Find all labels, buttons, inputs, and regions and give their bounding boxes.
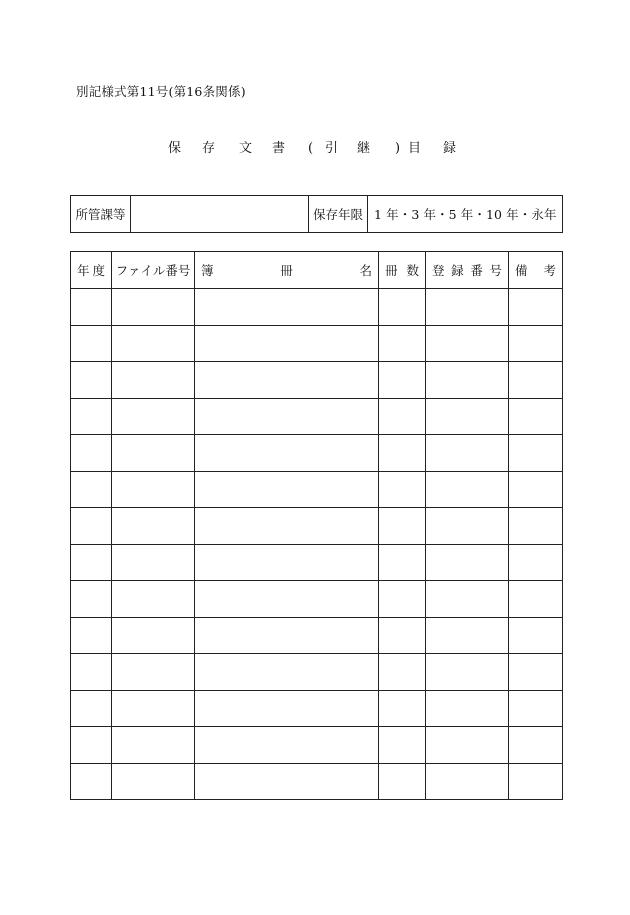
column-header-file-number: ファイル番号: [112, 252, 195, 289]
year-cell[interactable]: [71, 398, 112, 435]
book-name-cell[interactable]: [195, 581, 379, 618]
title-char: 存: [202, 141, 216, 156]
year-cell[interactable]: [71, 508, 112, 545]
registration-number-cell[interactable]: [426, 581, 509, 618]
table-row: [71, 398, 563, 435]
table-row: [71, 471, 563, 508]
header-char: 録: [451, 263, 464, 278]
remarks-cell[interactable]: [509, 362, 563, 399]
remarks-cell[interactable]: [509, 581, 563, 618]
header-char: 番: [470, 263, 483, 278]
file-number-cell[interactable]: [112, 435, 195, 472]
table-row: [71, 581, 563, 618]
count-cell[interactable]: [379, 544, 426, 581]
year-cell[interactable]: [71, 435, 112, 472]
registration-number-cell[interactable]: [426, 654, 509, 691]
file-number-cell[interactable]: [112, 508, 195, 545]
registration-number-cell[interactable]: [426, 362, 509, 399]
header-char: 号: [489, 263, 502, 278]
registration-number-cell[interactable]: [426, 289, 509, 326]
retention-options[interactable]: 1 年・3 年・5 年・10 年・永年: [368, 196, 563, 233]
book-name-cell[interactable]: [195, 617, 379, 654]
document-title: [168, 140, 468, 158]
title-char: 文: [239, 141, 253, 156]
column-header-registration-number: [426, 252, 509, 289]
count-cell[interactable]: [379, 435, 426, 472]
file-number-cell[interactable]: [112, 690, 195, 727]
retention-label: 保存年限: [309, 196, 368, 233]
count-cell[interactable]: [379, 289, 426, 326]
title-char: 目: [408, 141, 422, 156]
remarks-cell[interactable]: [509, 508, 563, 545]
table-row: [71, 617, 563, 654]
registration-number-cell[interactable]: [426, 690, 509, 727]
count-cell[interactable]: [379, 471, 426, 508]
registration-number-cell[interactable]: [426, 763, 509, 800]
registration-number-cell[interactable]: [426, 471, 509, 508]
count-cell[interactable]: [379, 581, 426, 618]
table-row: [71, 508, 563, 545]
year-cell[interactable]: [71, 362, 112, 399]
registration-number-cell[interactable]: [426, 508, 509, 545]
book-name-cell[interactable]: [195, 654, 379, 691]
year-cell[interactable]: [71, 544, 112, 581]
header-char: 数: [406, 263, 419, 278]
header-char: 考: [543, 263, 556, 278]
count-cell[interactable]: [379, 654, 426, 691]
count-cell[interactable]: [379, 325, 426, 362]
table-row: [71, 727, 563, 764]
table-row: [71, 544, 563, 581]
table-row: [71, 690, 563, 727]
table-row: [71, 325, 563, 362]
book-name-cell[interactable]: [195, 727, 379, 764]
book-name-cell[interactable]: [195, 362, 379, 399]
table-header-row: [71, 252, 563, 289]
file-number-cell[interactable]: [112, 362, 195, 399]
header-char: 名: [359, 263, 372, 278]
file-number-cell[interactable]: [112, 398, 195, 435]
table-row: [71, 289, 563, 326]
year-cell[interactable]: [71, 325, 112, 362]
registration-number-cell[interactable]: [426, 544, 509, 581]
header-char: 備: [515, 263, 528, 278]
header-char: 登: [432, 263, 445, 278]
registration-number-cell[interactable]: [426, 398, 509, 435]
year-cell[interactable]: [71, 289, 112, 326]
form-number: 別記様式第11号(第16条関係): [76, 84, 246, 99]
year-cell[interactable]: [71, 763, 112, 800]
book-name-cell[interactable]: [195, 690, 379, 727]
remarks-cell[interactable]: [509, 763, 563, 800]
file-number-cell[interactable]: [112, 289, 195, 326]
table-row: [71, 362, 563, 399]
file-number-cell[interactable]: [112, 763, 195, 800]
file-number-cell[interactable]: [112, 727, 195, 764]
file-number-cell[interactable]: [112, 325, 195, 362]
file-number-cell[interactable]: [112, 544, 195, 581]
count-cell[interactable]: [379, 763, 426, 800]
title-char: 継: [357, 141, 371, 156]
year-cell[interactable]: [71, 690, 112, 727]
column-header-year: [71, 252, 112, 289]
remarks-cell[interactable]: [509, 471, 563, 508]
title-char: 引: [325, 141, 339, 156]
title-char: 書: [272, 141, 286, 156]
document-list-table: [70, 251, 563, 800]
book-name-cell[interactable]: [195, 398, 379, 435]
remarks-cell[interactable]: [509, 289, 563, 326]
count-cell[interactable]: [379, 690, 426, 727]
count-cell[interactable]: [379, 398, 426, 435]
book-name-cell[interactable]: [195, 508, 379, 545]
column-header-book-name: [195, 252, 379, 289]
header-char: 簿: [201, 263, 214, 278]
header-char: 年: [77, 263, 90, 278]
info-row: [71, 196, 563, 233]
registration-number-cell[interactable]: [426, 617, 509, 654]
count-cell[interactable]: [379, 508, 426, 545]
header-char: 冊: [385, 263, 398, 278]
file-number-cell[interactable]: [112, 581, 195, 618]
column-header-remarks: [509, 252, 563, 289]
table-row: [71, 763, 563, 800]
header-char: 度: [92, 263, 105, 278]
table-row: [71, 435, 563, 472]
year-cell[interactable]: [71, 471, 112, 508]
book-name-cell[interactable]: [195, 435, 379, 472]
year-cell[interactable]: [71, 617, 112, 654]
file-number-cell[interactable]: [112, 617, 195, 654]
info-table: [70, 195, 563, 233]
title-char: (: [308, 141, 314, 156]
book-name-cell[interactable]: [195, 544, 379, 581]
book-name-cell[interactable]: [195, 471, 379, 508]
file-number-cell[interactable]: [112, 654, 195, 691]
remarks-cell[interactable]: [509, 398, 563, 435]
remarks-cell[interactable]: [509, 435, 563, 472]
remarks-cell[interactable]: [509, 325, 563, 362]
registration-number-cell[interactable]: [426, 325, 509, 362]
book-name-cell[interactable]: [195, 763, 379, 800]
year-cell[interactable]: [71, 727, 112, 764]
remarks-cell[interactable]: [509, 544, 563, 581]
year-cell[interactable]: [71, 654, 112, 691]
title-char: 録: [443, 141, 457, 156]
title-char: 保: [168, 141, 182, 156]
remarks-cell[interactable]: [509, 617, 563, 654]
file-number-cell[interactable]: [112, 471, 195, 508]
book-name-cell[interactable]: [195, 289, 379, 326]
count-cell[interactable]: [379, 727, 426, 764]
column-header-count: [379, 252, 426, 289]
remarks-cell[interactable]: [509, 690, 563, 727]
count-cell[interactable]: [379, 617, 426, 654]
dept-label: 所管課等: [71, 196, 131, 233]
table-row: [71, 654, 563, 691]
dept-field[interactable]: [131, 196, 309, 233]
remarks-cell[interactable]: [509, 727, 563, 764]
count-cell[interactable]: [379, 362, 426, 399]
registration-number-cell[interactable]: [426, 727, 509, 764]
remarks-cell[interactable]: [509, 654, 563, 691]
header-char: 冊: [280, 263, 293, 278]
registration-number-cell[interactable]: [426, 435, 509, 472]
year-cell[interactable]: [71, 581, 112, 618]
book-name-cell[interactable]: [195, 325, 379, 362]
title-char: ): [395, 141, 401, 156]
table-body: [71, 289, 563, 800]
